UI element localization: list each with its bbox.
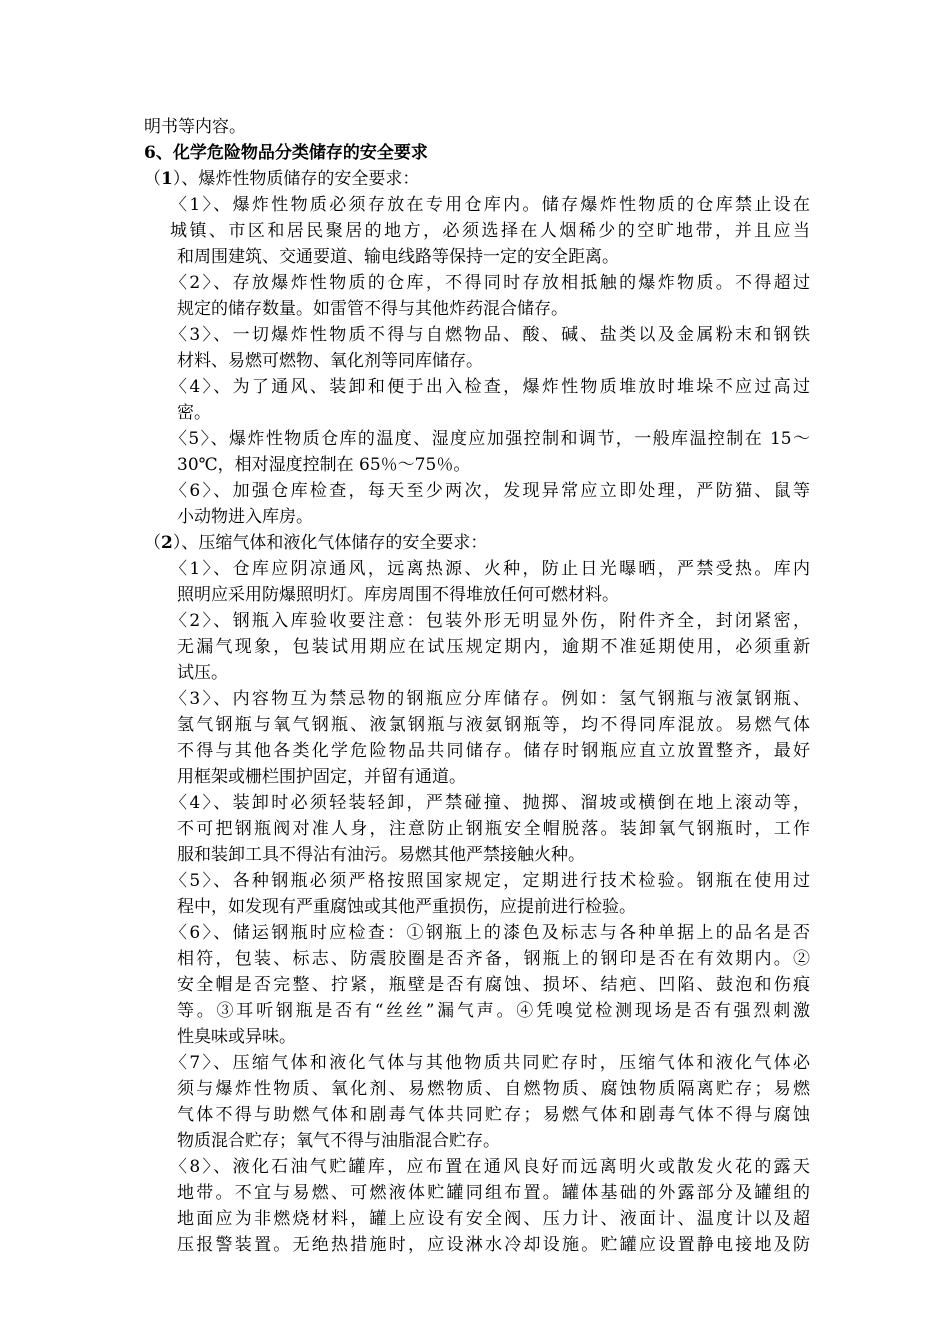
s2-item3-line1: 〈3〉、内容物互为禁忌物的钢瓶应分库储存。例如：氢气钢瓶与液氯钢瓶、 — [170, 689, 810, 709]
s2-item2-line1: 〈2〉、钢瓶入库验收要注意：包装外形无明显外伤，附件齐全，封闭紧密， — [170, 611, 810, 631]
s2-item3-line4: 用框架或栅栏围护固定，并留有通道。 — [177, 767, 466, 787]
s2-item6-line5: 性臭味或异味。 — [177, 1027, 296, 1047]
subsection-2-title: （2）、压缩气体和液化气体储存的安全要求： — [144, 533, 488, 553]
s2-item6-line1: 〈6〉、储运钢瓶时应检查：①钢瓶上的漆色及标志与各种单据上的品名是否 — [170, 923, 810, 943]
subsection-1-number: 1 — [161, 169, 173, 189]
s2-item4-line1: 〈4〉、装卸时必须轻装轻卸，严禁碰撞、抛掷、溜坡或横倒在地上滚动等， — [170, 793, 810, 813]
s1-item2-line1: 〈2〉、存放爆炸性物质的仓库，不得同时存放相抵触的爆炸物质。不得超过 — [170, 273, 810, 293]
section-heading — [144, 140, 428, 166]
s2-item7-line1: 〈7〉、压缩气体和液化气体与其他物质共同贮存时，压缩气体和液化气体必 — [170, 1053, 810, 1073]
subsection-2-number: 2 — [161, 533, 173, 553]
s2-item5-line1: 〈5〉、各种钢瓶必须严格按照国家规定，定期进行技术检验。钢瓶在使用过 — [170, 871, 810, 891]
s2-item5-line2: 程中，如发现有严重腐蚀或其他严重损伤，应提前进行检验。 — [177, 897, 636, 917]
heading-text: 、化学危险物品分类储存的安全要求 — [155, 143, 428, 163]
s2-item8-line3: 地面应为非燃烧材料，罐上应设有安全阀、压力计、液面计、温度计以及超 — [177, 1209, 810, 1229]
intro-line: 明书等内容。 — [144, 117, 246, 137]
s1-item1-line2: 城镇、市区和居民聚居的地方，必须选择在人烟稀少的空旷地带，并且应当 — [170, 221, 810, 241]
s2-item4-line3: 服和装卸工具不得沾有油污。易燃其他严禁接触火种。 — [177, 845, 585, 865]
s1-item5-line2: 30℃，相对湿度控制在 65％～75％。 — [177, 455, 471, 475]
s2-item8-line2: 地带。不宜与易燃、可燃液体贮罐同组布置。罐体基础的外露部分及罐组的 — [177, 1183, 810, 1203]
s2-item1-line1: 〈1〉、仓库应阴凉通风，远离热源、火种，防止日光曝晒，严禁受热。库内 — [170, 559, 810, 579]
s2-item2-line2: 无漏气现象，包装试用期应在试压规定期内，逾期不准延期使用，必须重新 — [177, 637, 810, 657]
s1-item3-line1: 〈3〉、一切爆炸性物质不得与自燃物品、酸、碱、盐类以及金属粉末和钢铁 — [170, 325, 810, 345]
s1-item4-line1: 〈4〉、为了通风、装卸和便于出入检查，爆炸性物质堆放时堆垛不应过高过 — [170, 377, 810, 397]
s2-item7-line3: 气体不得与助燃气体和剧毒气体共同贮存；易燃气体和剧毒气体不得与腐蚀 — [177, 1105, 810, 1125]
s1-item1-line3: 和周围建筑、交通要道、输电线路等保持一定的安全距离。 — [177, 247, 619, 267]
s1-item6-line1: 〈6〉、加强仓库检查，每天至少两次，发现异常应立即处理，严防猫、鼠等 — [170, 481, 810, 501]
s1-item3-line2: 材料、易燃可燃物、氧化剂等同库储存。 — [177, 351, 483, 371]
s1-item5-line1: 〈5〉、爆炸性物质仓库的温度、湿度应加强控制和调节，一般库温控制在 15～ — [170, 429, 810, 449]
s1-item2-line2: 规定的储存数量。如雷管不得与其他炸药混合储存。 — [177, 299, 568, 319]
s2-item3-line3: 不得与其他各类化学危险物品共同储存。储存时钢瓶应直立放置整齐，最好 — [177, 741, 810, 761]
s2-item8-line1: 〈8〉、液化石油气贮罐库，应布置在通风良好而远离明火或散发火花的露天 — [170, 1157, 810, 1177]
s2-item4-line2: 不可把钢瓶阀对准人身，注意防止钢瓶安全帽脱落。装卸氧气钢瓶时，工作 — [177, 819, 810, 839]
s2-item2-line3: 试压。 — [177, 663, 228, 683]
s1-item6-line2: 小动物进入库房。 — [177, 507, 313, 527]
s1-item1-line1: 〈1〉、爆炸性物质必须存放在专用仓库内。储存爆炸性物质的仓库禁止设在 — [170, 195, 810, 215]
s2-item7-line2: 须与爆炸性物质、氧化剂、易燃物质、自燃物质、腐蚀物质隔离贮存；易燃 — [177, 1079, 810, 1099]
s2-item7-line4: 物质混合贮存；氧气不得与油脂混合贮存。 — [177, 1131, 500, 1151]
s2-item3-line2: 氢气钢瓶与氧气钢瓶、液氯钢瓶与液氨钢瓶等，均不得同库混放。易燃气体 — [177, 715, 810, 735]
s2-item8-line4: 压报警装置。无绝热措施时，应设淋水冷却设施。贮罐应设置静电接地及防 — [177, 1235, 810, 1255]
s2-item1-line2: 照明应采用防爆照明灯。库房周围不得堆放任何可燃材料。 — [177, 585, 619, 605]
s2-item6-line4: 等。③耳听钢瓶是否有“丝丝”漏气声。④凭嗅觉检测现场是否有强烈刺激 — [177, 1001, 810, 1021]
s1-item4-line2: 密。 — [177, 403, 211, 423]
heading-number: 6 — [144, 143, 156, 163]
subsection-1-title: （1）、爆炸性物质储存的安全要求： — [144, 169, 420, 189]
s2-item6-line2: 相符，包装、标志、防震胶圈是否齐备，钢瓶上的钢印是否在有效期内。② — [177, 949, 810, 969]
s2-item6-line3: 安全帽是否完整、拧紧，瓶壁是否有腐蚀、损坏、结疤、凹陷、鼓泡和伤痕 — [177, 975, 810, 995]
